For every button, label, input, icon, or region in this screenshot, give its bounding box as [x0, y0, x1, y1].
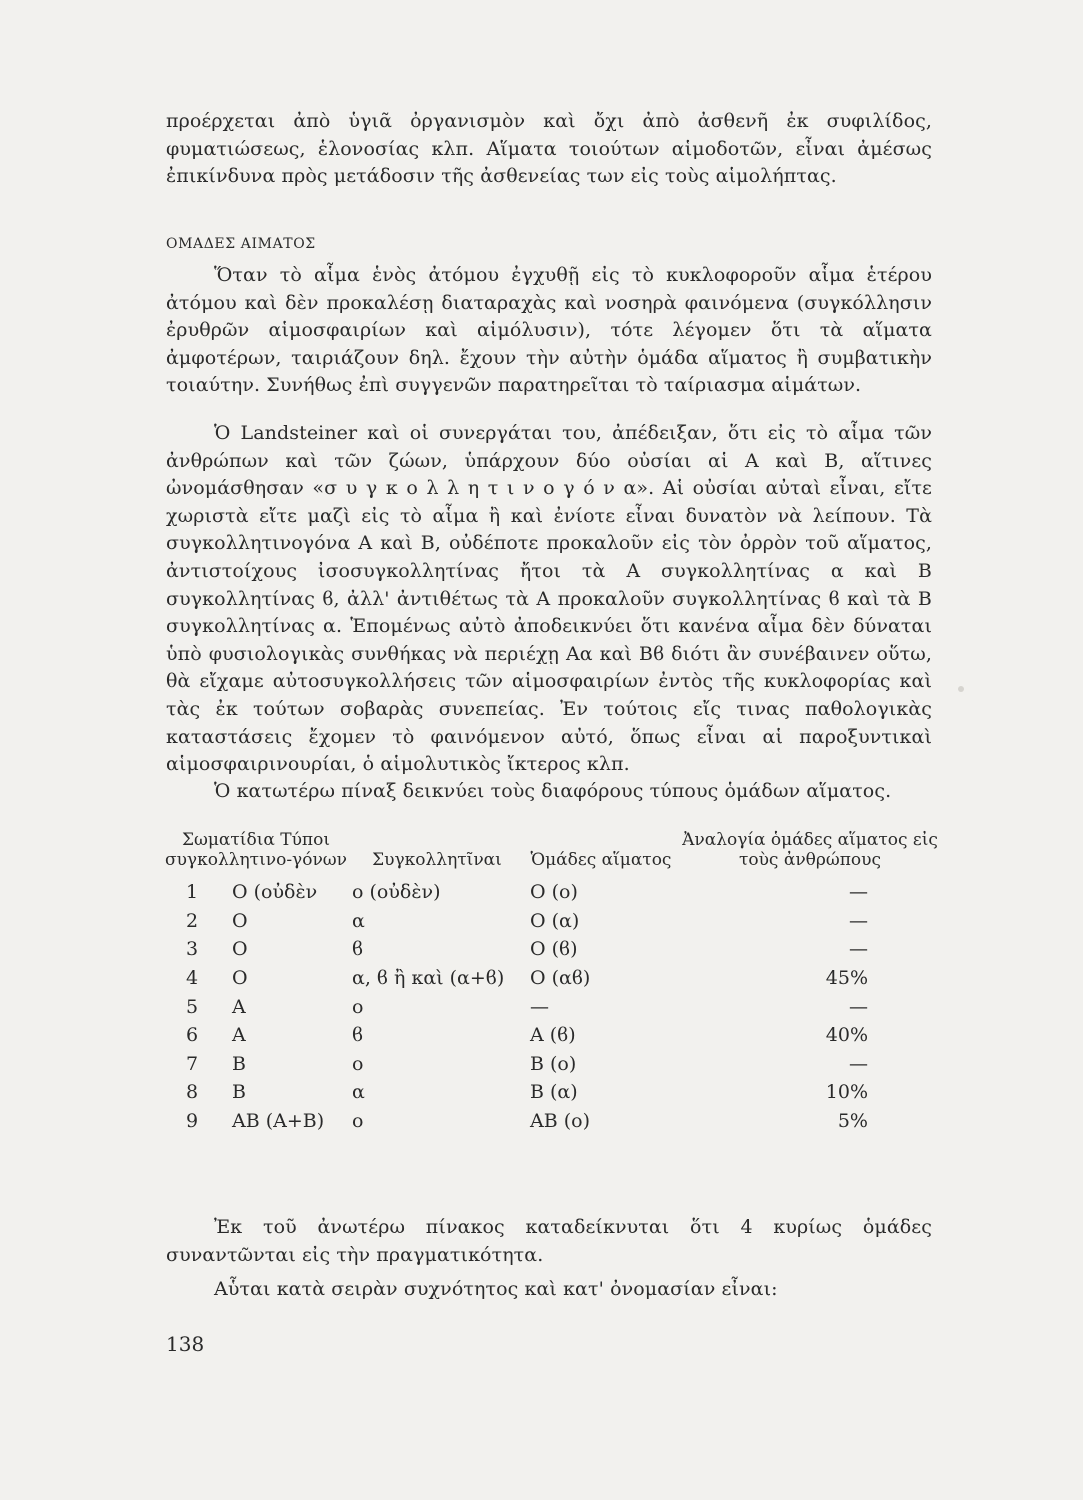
table-row [160, 878, 940, 907]
row-number: 7 [185, 1052, 199, 1075]
table-header-row [160, 830, 940, 878]
paragraph-summary: Ἐκ τοῦ ἀνωτέρω πίνακος καταδείκνυται ὅτι 4 κυρίως ὁμάδες συναντῶνται εἰς τὴν πραγματικότητα. [166, 1216, 932, 1266]
row-number: 8 [185, 1081, 199, 1104]
table-row [160, 1021, 940, 1050]
row-type: O (οὐδὲν [232, 881, 318, 904]
section-heading: ΟΜΑΔΕΣ ΑΙΜΑΤΟΣ [166, 236, 316, 252]
row-type: B [232, 1081, 246, 1104]
row-number: 9 [185, 1110, 199, 1133]
row-frequency: 40% [825, 1024, 868, 1047]
page-number: 138 [166, 1332, 205, 1356]
row-frequency: 45% [825, 967, 868, 990]
row-type: O [232, 967, 248, 990]
row-group: O (ϐ) [530, 938, 578, 961]
row-number: 2 [185, 909, 199, 932]
row-group: O (α) [530, 909, 580, 932]
paragraph-landsteiner: Ὁ Landsteiner καὶ οἱ συνεργάται του, ἀπέδειξαν, ὅτι εἰς τὸ αἷμα τῶν ἀνθρώπων καὶ τῶν ζώων, ὑπάρχουν δύο οὐσίαι αἱ Α καὶ Β, αἵτινες ὠνομάσθησαν «σ υ γ κ ο λ λ η τ ι ν ο γ ό ν α». Αἱ οὐσίαι αὐταὶ εἶναι, εἴτε χωριστὰ εἴτε μαζὶ εἰς τὸ αἷμα ἢ καὶ ἐνίοτε εἶναι δυνατὸν νὰ λείπουν. Τὰ συγκολλητινογόνα Α καὶ Β, οὐδέποτε προκαλοῦν εἰς τὸν ὀρρὸν τοῦ αἵματος, ἀντιστοίχους ἰσοσυγκολλητίνας ἤτοι τὰ Α συγκολλητίνας α καὶ Β συγκολλητίνας ϐ, ἀλλ' ἀντιθέτως τὰ Α προκαλοῦν συγκολλητίνας ϐ καὶ τὰ Β συγκολλητίνας α. Ἑπομένως αὐτὸ ἀποδεικνύει ὅτι κανένα αἷμα δὲν δύναται ὑπὸ φυσιολογικὰς συνθήκας νὰ περιέχῃ Αα καὶ Βϐ διότι ἂν συνέβαινεν οὕτω, θὰ εἴχαμε αὐτοσυγκολλήσεις τῶν αἱμοσφαιρίων ἐντὸς τῆς κυκλοφορίας καὶ τὰς ἐκ τούτων σοβαρὰς συνεπείας. Ἐν τούτοις εἴς τινας παθολογικὰς καταστάσεις ἔχομεν τὸ φαινόμενον αὐτό, ὅπως εἶναι αἱ παροξυντικαὶ αἱμοσφαιρινουρίαι, ὁ αἱμολυτικὸς ἴκτερος κλπ. [166, 422, 932, 776]
row-agglutinins: α [352, 909, 365, 932]
paper-smudge [958, 686, 964, 692]
row-group: O (ο) [530, 881, 578, 904]
row-type: A [232, 995, 246, 1018]
row-number: 3 [185, 938, 199, 961]
table-row [160, 964, 940, 993]
row-frequency: 10% [825, 1081, 868, 1104]
row-number: 4 [185, 967, 199, 990]
row-frequency: — [849, 909, 868, 932]
row-frequency: — [849, 938, 868, 961]
row-agglutinins: ϐ [352, 938, 364, 961]
table-row [160, 1050, 940, 1079]
table-row [160, 935, 940, 964]
row-group: B (ο) [530, 1052, 577, 1075]
row-number: 5 [185, 995, 199, 1018]
header-groups: Ὁμάδες αἵματος [530, 850, 672, 870]
row-agglutinins: ϐ [352, 1024, 364, 1047]
row-frequency: — [849, 995, 868, 1018]
row-number: 6 [185, 1024, 199, 1047]
row-group: O (αϐ) [530, 967, 591, 990]
row-group: A (ϐ) [530, 1024, 576, 1047]
row-agglutinins: ο (οὐδὲν) [352, 881, 441, 904]
paragraph-list-intro: Αὗται κατὰ σειρὰν συχνότητος καὶ κατ' ὀνομασίαν εἶναι: [214, 1278, 778, 1300]
row-group: AB (ο) [530, 1110, 590, 1133]
row-agglutinins: ο [352, 995, 364, 1018]
blood-groups-table [160, 830, 940, 1135]
header-frequency: Ἀναλογία ὁμάδες αἵματος εἰς τοὺς ἀνθρώπους [682, 830, 938, 870]
table-row [160, 1107, 940, 1136]
paragraph-table-intro: Ὁ κατωτέρω πίναξ δεικνύει τοὺς διαφόρους τύπους ὁμάδων αἵματος. [214, 780, 892, 802]
table-row [160, 907, 940, 936]
row-agglutinins: ο [352, 1110, 364, 1133]
row-agglutinins: α [352, 1081, 365, 1104]
table-row [160, 1078, 940, 1107]
header-types: Σωματίδια Τύποι συγκολλητινο-γόνων [164, 830, 347, 870]
table-row [160, 992, 940, 1021]
row-group: B (α) [530, 1081, 578, 1104]
row-type: A [232, 1024, 246, 1047]
row-frequency: — [849, 881, 868, 904]
row-frequency: 5% [837, 1110, 868, 1133]
row-type: O [232, 909, 248, 932]
row-frequency: — [849, 1052, 868, 1075]
row-agglutinins: α, ϐ ἢ καὶ (α+ϐ) [352, 967, 505, 990]
row-type: B [232, 1052, 246, 1075]
row-group: — [530, 995, 549, 1018]
row-agglutinins: ο [352, 1052, 364, 1075]
row-type: AB (A+B) [232, 1110, 325, 1133]
paragraph-intro: προέρχεται ἀπὸ ὑγιᾶ ὀργανισμὸν καὶ ὄχι ἀπὸ ἀσθενῆ ἐκ συφιλίδος, φυματιώσεως, ἑλονοσίας κλπ. Αἵματα τοιούτων αἱμοδοτῶν, εἶναι ἀμέσως ἐπικίνδυνα πρὸς μετάδοσιν τῆς ἀσθενείας των εἰς τοὺς αἱμολήπτας. [166, 110, 932, 188]
row-type: O [232, 938, 248, 961]
paragraph-compatibility: Ὅταν τὸ αἷμα ἑνὸς ἀτόμου ἐγχυθῇ εἰς τὸ κυκλοφοροῦν αἷμα ἑτέρου ἀτόμου καὶ δὲν προκαλέσῃ διαταραχὰς καὶ νοσηρὰ φαινόμενα (συγκόλλησιν ἐρυθρῶν αἱμοσφαιρίων καὶ αἱμόλυσιν), τότε λέγομεν ὅτι τὰ αἵματα ἀμφοτέρων, ταιριάζουν δηλ. ἔχουν τὴν αὐτὴν ὁμάδα αἵματος ἢ συμβατικὴν τοιαύτην. Συνήθως ἐπὶ συγγενῶν παρατηρεῖται τὸ ταίριασμα αἱμάτων. [166, 264, 932, 397]
header-agglutinins: Συγκολλητῖναι [372, 850, 502, 870]
row-number: 1 [185, 881, 199, 904]
